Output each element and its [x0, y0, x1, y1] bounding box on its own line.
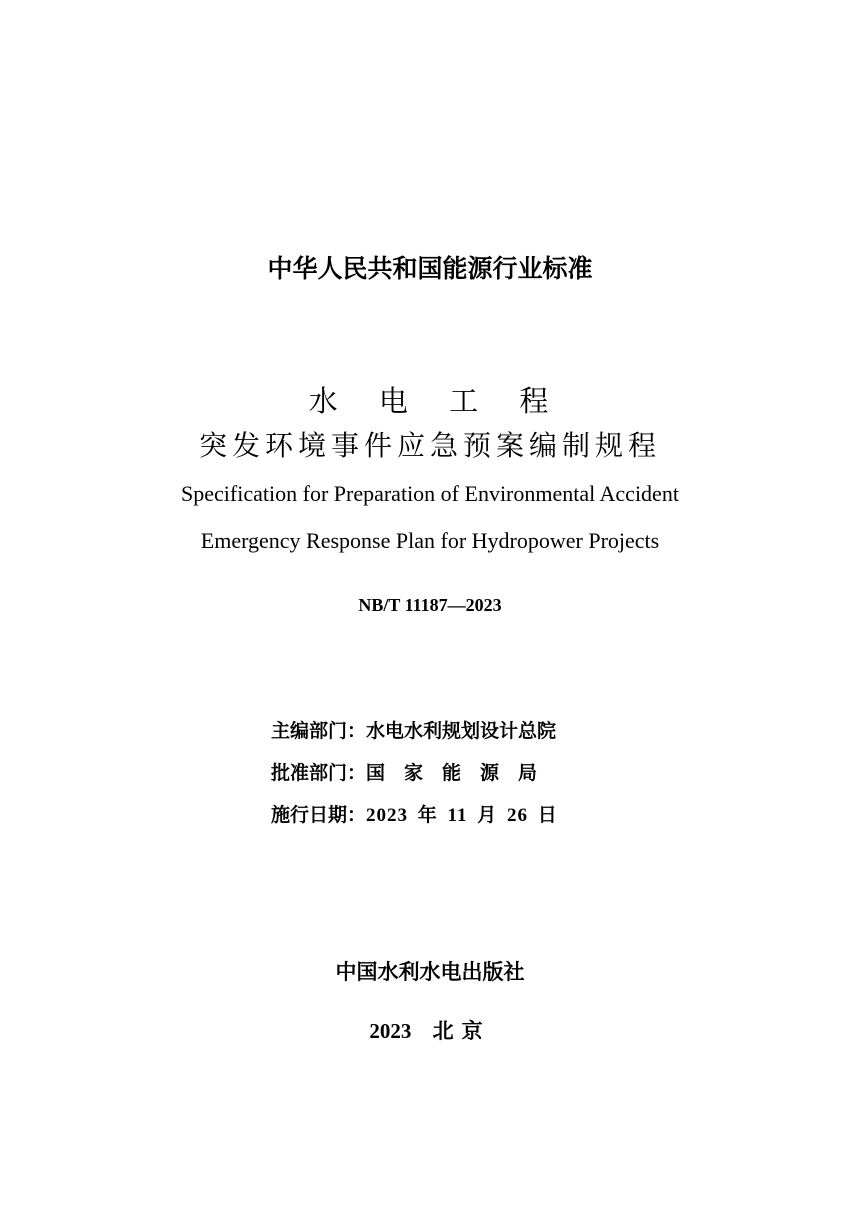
title-en-line1: Specification for Preparation of Environmental Accident — [181, 481, 679, 506]
publisher-name: 中国水利水电出版社 — [335, 960, 525, 984]
editor-label: 主编部门： — [271, 720, 367, 742]
approver-label: 批准部门： — [271, 762, 367, 784]
effective-date-value: 2023 年 11 月 26 日 — [366, 805, 558, 826]
publication-city: 北京 — [432, 1019, 491, 1043]
editor-value: 水电水利规划设计总院 — [366, 720, 557, 742]
effective-date-row — [271, 800, 671, 842]
publication-info — [271, 716, 671, 842]
publication-year: 2023 — [369, 1019, 412, 1043]
editor-row — [271, 716, 671, 758]
title-cn-line1: 水 电 工 程 — [308, 384, 552, 418]
approver-row — [271, 758, 671, 800]
effective-date-label: 施行日期： — [271, 804, 367, 826]
industry-standard-heading: 中华人民共和国能源行业标准 — [267, 254, 593, 283]
approver-value: 国家能源局 — [366, 762, 557, 784]
title-cn-line2: 突发环境事件应急预案编制规程 — [198, 429, 661, 462]
publication-place-year — [0, 1016, 860, 1046]
standard-number: NB/T 11187—2023 — [358, 595, 502, 615]
title-en-line2: Emergency Response Plan for Hydropower Projects — [200, 528, 660, 553]
